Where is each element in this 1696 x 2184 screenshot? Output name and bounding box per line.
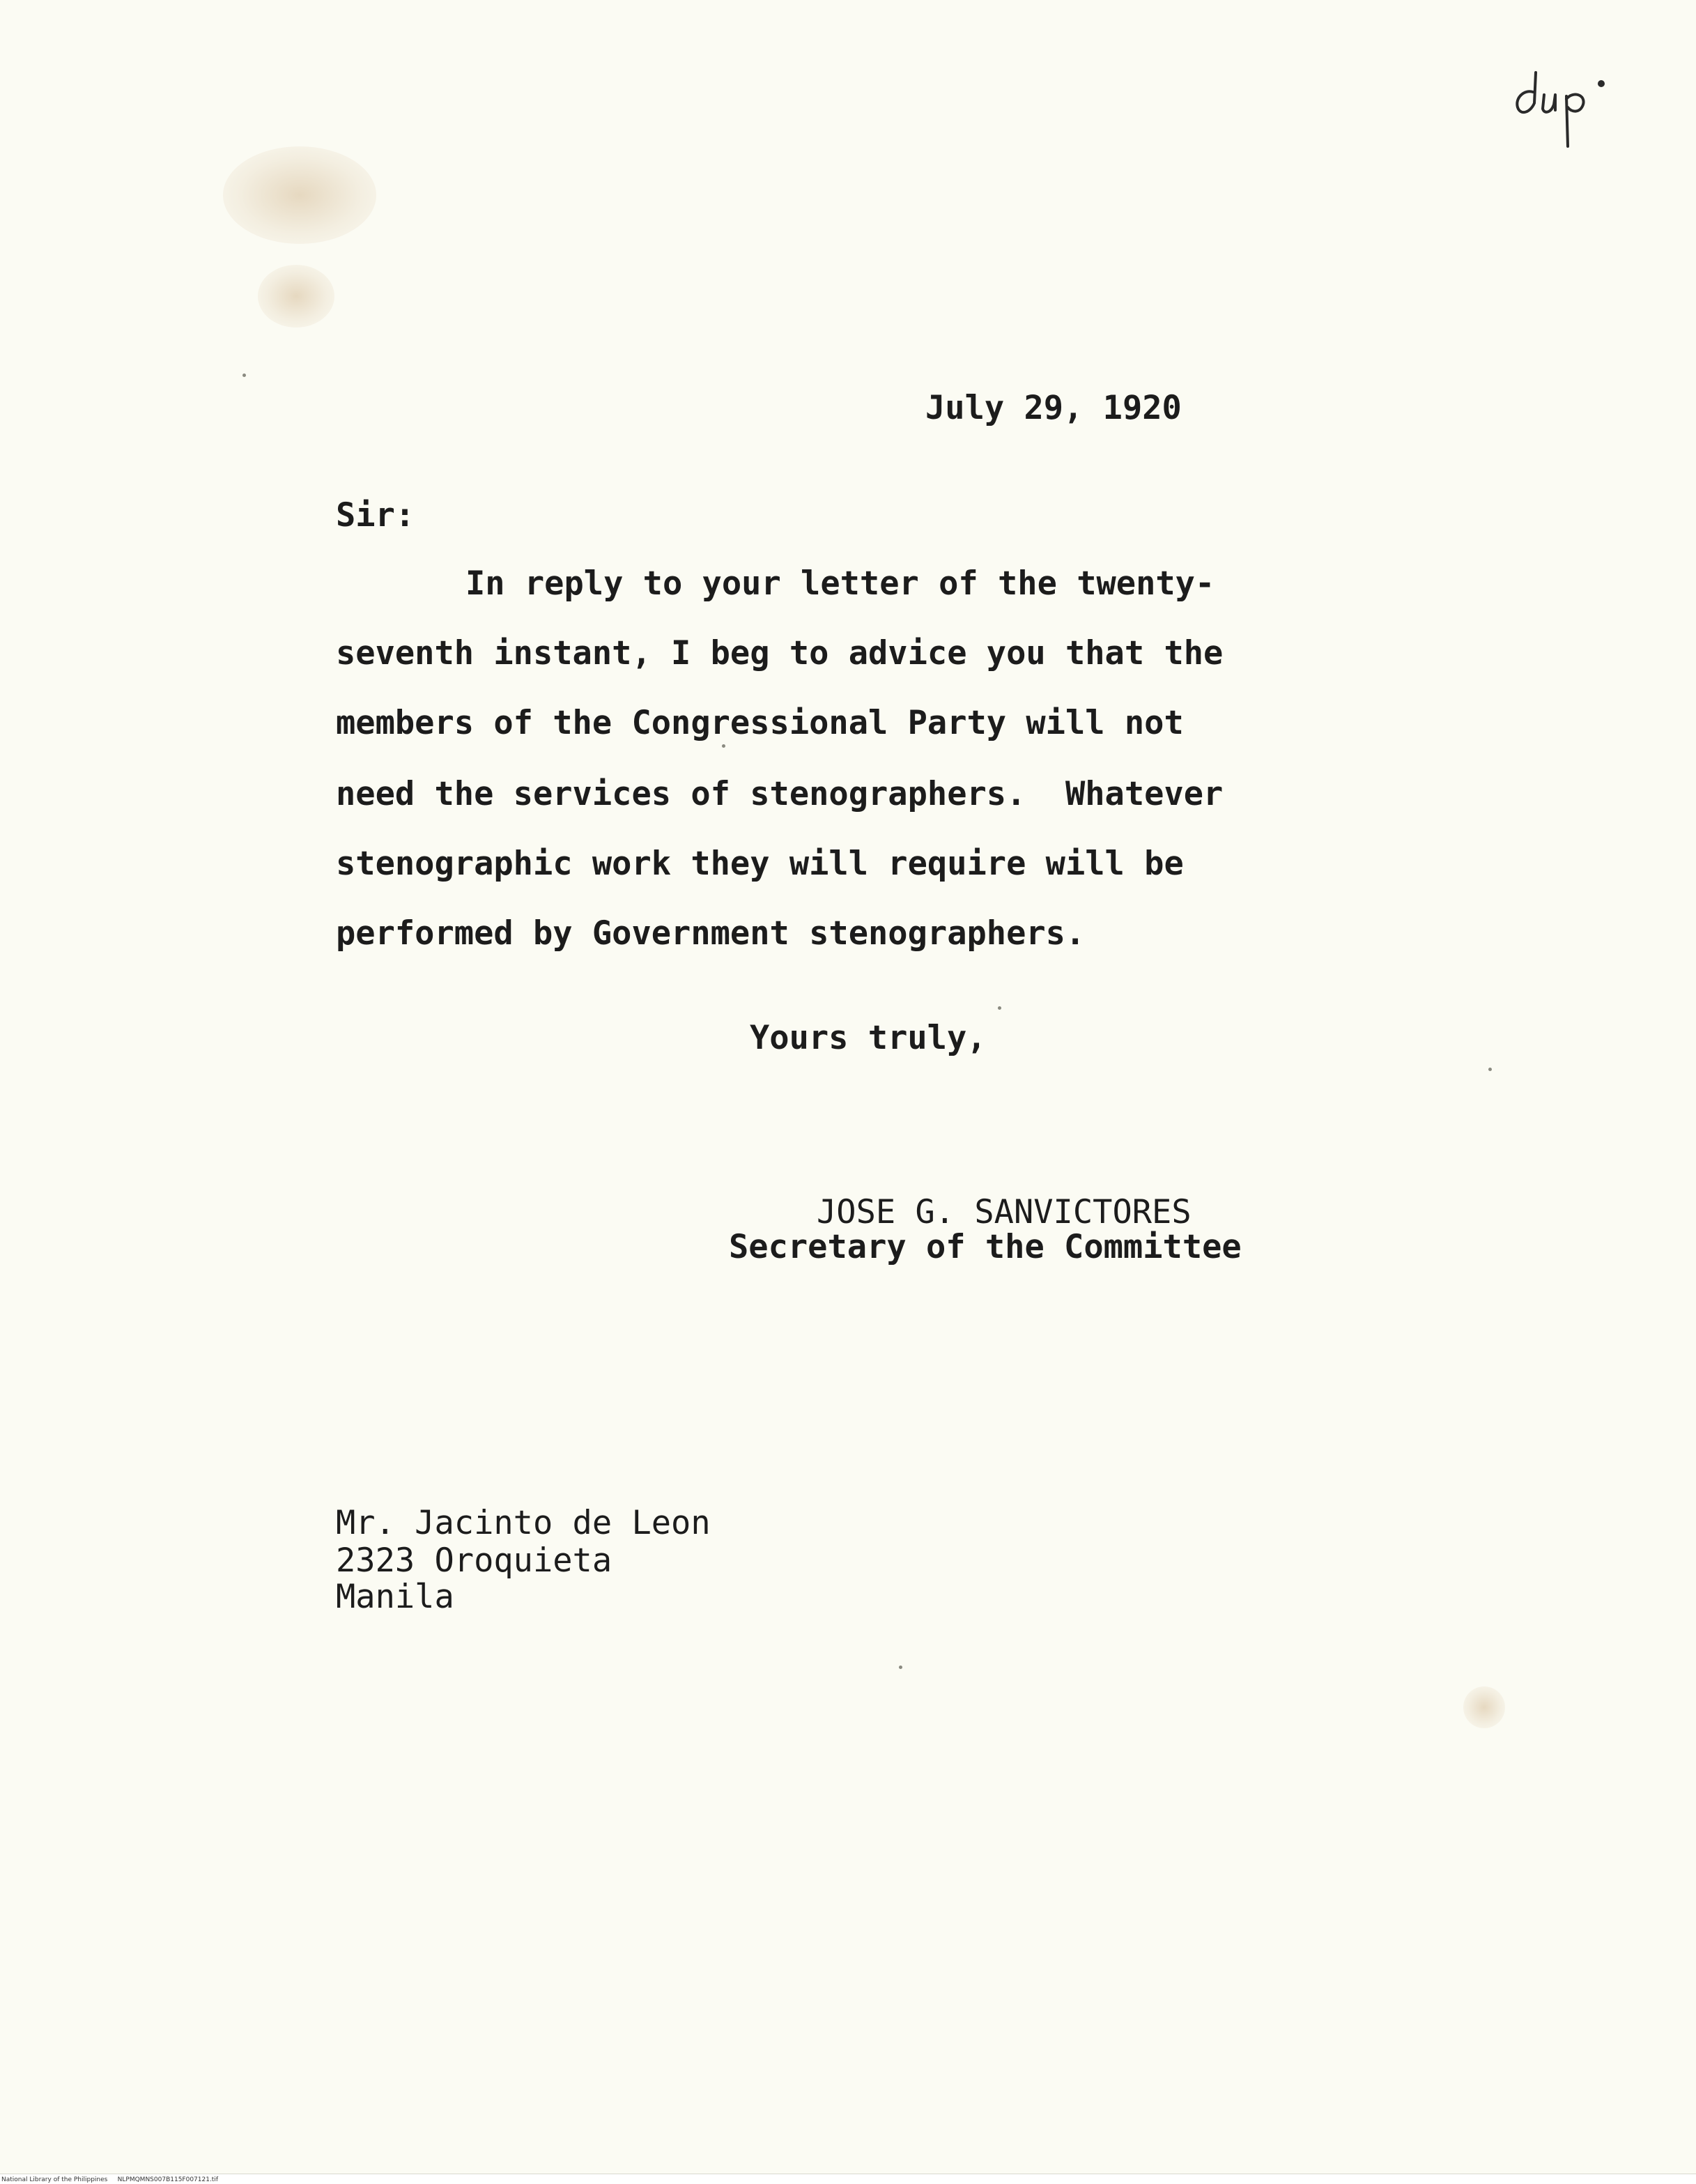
paper-speck <box>722 744 725 748</box>
body-line-5: stenographic work they will require will be <box>336 845 1184 883</box>
paper-stain <box>223 146 376 244</box>
letter-closing: Yours truly, <box>750 1019 987 1057</box>
archive-footer-strip <box>0 2174 1696 2184</box>
paper-speck <box>1488 1068 1492 1071</box>
body-line-3: members of the Congressional Party will not <box>336 704 1184 742</box>
recipient-name: Mr. Jacinto de Leon <box>336 1504 711 1542</box>
signature-title: Secretary of the Committee <box>729 1228 1242 1266</box>
paper-speck <box>899 1666 902 1669</box>
body-line-1: In reply to your letter of the twenty- <box>465 564 1215 603</box>
recipient-city: Manila <box>336 1578 454 1616</box>
handwritten-note-dup <box>1505 49 1644 153</box>
paper-speck <box>242 374 246 377</box>
paper-speck <box>998 1006 1001 1010</box>
body-line-2: seventh instant, I beg to advice you that the <box>336 634 1224 672</box>
letter-date: July 29, 1920 <box>925 389 1182 427</box>
recipient-street: 2323 Oroquieta <box>336 1541 612 1580</box>
letter-salutation: Sir: <box>336 496 415 535</box>
archive-label: National Library of the Philippines NLPMQMNS007B115F007121.tif <box>1 2176 219 2183</box>
signature-name: JOSE G. SANVICTORES <box>817 1193 1192 1231</box>
paper-stain <box>258 265 334 328</box>
body-line-6: performed by Government stenographers. <box>336 914 1086 953</box>
paper-stain <box>1463 1686 1505 1728</box>
body-line-4: need the services of stenographers. Whatever <box>336 775 1224 813</box>
